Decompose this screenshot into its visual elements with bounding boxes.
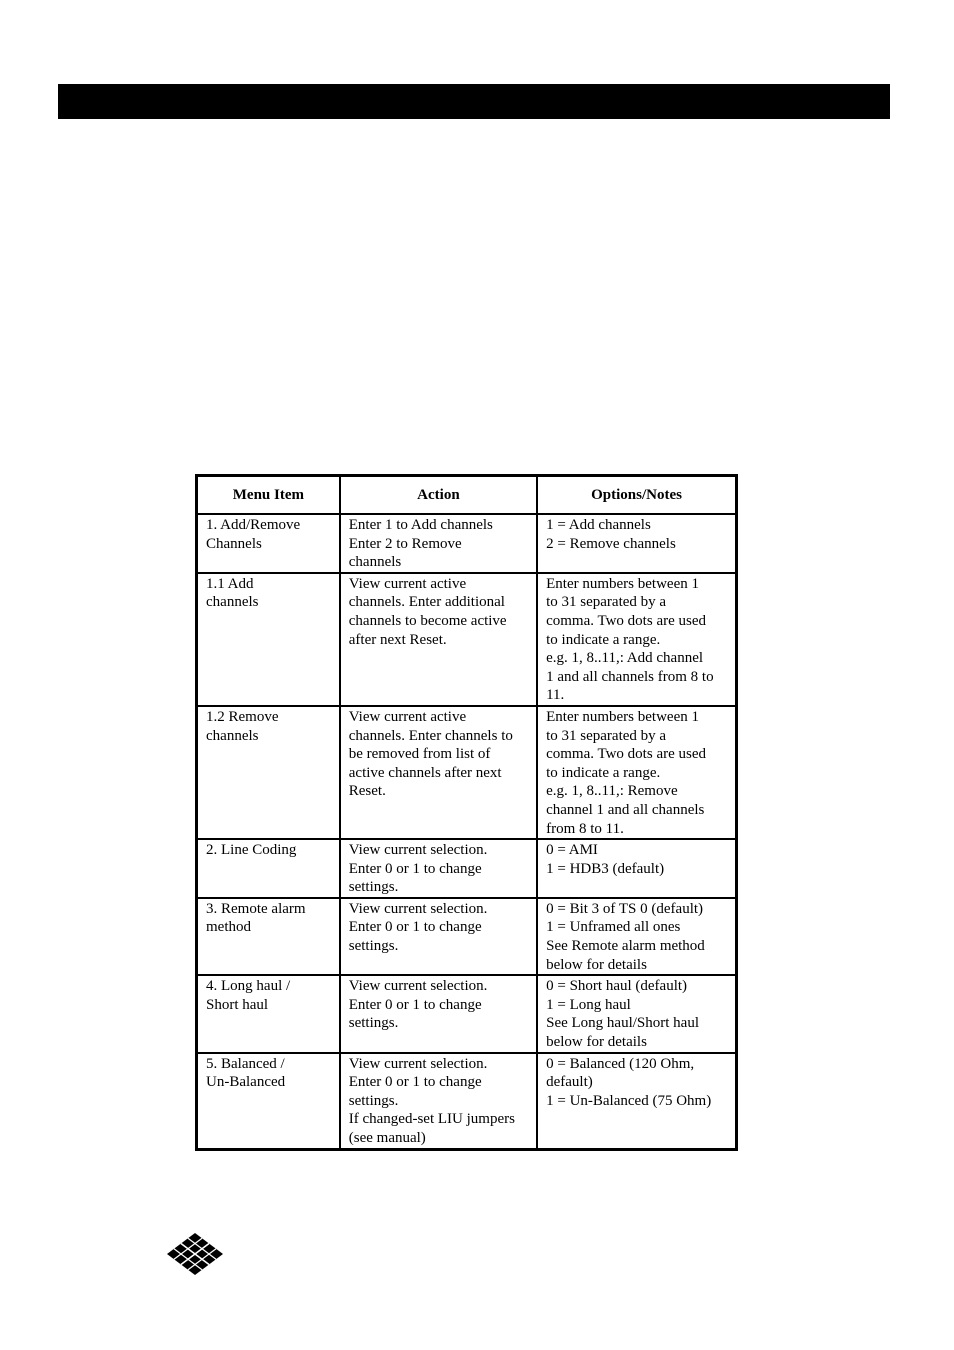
cell-text-line: See Long haul/Short haul xyxy=(546,1015,700,1032)
cell-text-line: Enter 0 or 1 to change xyxy=(348,919,482,936)
menu-item-cell xyxy=(197,975,340,1052)
cell-text-line: Enter 0 or 1 to change xyxy=(348,1074,482,1091)
table-row xyxy=(197,573,737,706)
cell-text-line: settings. xyxy=(348,938,399,955)
cell-text-line: See Remote alarm method xyxy=(546,938,705,955)
cell-text-line: channels. Enter additional xyxy=(348,594,505,611)
cell-text-line: 0 = Bit 3 of TS 0 (default) xyxy=(546,900,704,917)
cell-text-line: Enter 1 to Add channels xyxy=(348,517,493,533)
cell-text-line: comma. Two dots are used xyxy=(546,746,706,763)
action-cell xyxy=(340,1053,537,1149)
action-cell xyxy=(340,514,537,573)
cell-text-line: 5. Balanced / xyxy=(206,1055,285,1072)
cell-text-line: View current selection. xyxy=(348,1055,488,1072)
cell-text-line: below for details xyxy=(546,956,647,973)
action-cell xyxy=(340,839,537,898)
notes-cell xyxy=(537,839,736,898)
cell-text-line: channels xyxy=(206,727,259,744)
cell-text-line: be removed from list of xyxy=(348,746,491,763)
cell-text-line: Enter 0 or 1 to change xyxy=(348,996,482,1013)
cell-text-line: 1 = HDB3 (default) xyxy=(546,860,665,877)
menu-table xyxy=(195,474,738,1151)
cell-text-line: active channels after next xyxy=(348,764,502,781)
cell-text-line: to indicate a range. xyxy=(546,764,661,781)
cell-text-line: channel 1 and all channels xyxy=(546,801,705,818)
notes-cell xyxy=(537,898,736,975)
cell-text-line: after next Reset. xyxy=(348,631,447,648)
action-cell xyxy=(340,898,537,975)
cell-text-line: channels. Enter channels to xyxy=(348,727,513,744)
diamond-logo-icon xyxy=(166,1232,224,1276)
cell-text-line: 0 = AMI xyxy=(546,842,598,859)
cell-text-line: View current selection. xyxy=(348,978,488,995)
header-action: Action xyxy=(340,476,537,515)
cell-text-line: 4. Long haul / xyxy=(206,978,291,995)
cell-text-line: Un-Balanced xyxy=(206,1074,286,1091)
cell-text-line: channels to become active xyxy=(348,612,507,629)
menu-table-container xyxy=(195,474,738,1151)
table-row xyxy=(197,975,737,1052)
notes-cell xyxy=(537,573,736,706)
cell-text-line: e.g. 1, 8..11,: Add channel xyxy=(546,650,704,667)
cell-text-line: below for details xyxy=(546,1034,647,1051)
cell-text-line: 1 = Long haul xyxy=(546,996,631,1013)
cell-text-line: 0 = Balanced (120 Ohm, xyxy=(546,1055,695,1072)
cell-text-line: channels xyxy=(348,554,402,571)
cell-text-line: settings. xyxy=(348,1092,399,1109)
action-cell xyxy=(340,975,537,1052)
cell-text-line: 0 = Short haul (default) xyxy=(546,978,688,995)
header-menu-item: Menu Item xyxy=(197,476,340,515)
cell-text-line: Enter 2 to Remove xyxy=(348,535,462,552)
notes-cell xyxy=(537,1053,736,1149)
cell-text-line: 11. xyxy=(546,687,565,704)
cell-text-line: e.g. 1, 8..11,: Remove xyxy=(546,783,678,800)
cell-text-line: View current selection. xyxy=(348,900,488,917)
menu-item-cell xyxy=(197,706,340,839)
cell-text-line: settings. xyxy=(348,879,399,896)
cell-text-line: 1 = Add channels xyxy=(546,517,651,533)
cell-text-line: 2 = Remove channels xyxy=(546,535,676,552)
table-row xyxy=(197,898,737,975)
cell-text-line: 1 and all channels from 8 to xyxy=(546,668,714,685)
cell-text-line: View current selection. xyxy=(348,842,488,859)
cell-text-line: View current active xyxy=(348,708,467,725)
menu-item-cell xyxy=(197,898,340,975)
cell-text-line: Channels xyxy=(206,535,262,552)
cell-text-line: 1 = Unframed all ones xyxy=(546,919,681,936)
cell-text-line: to 31 separated by a xyxy=(546,727,667,744)
cell-text-line: View current active xyxy=(348,575,467,592)
notes-cell xyxy=(537,514,736,573)
table-row xyxy=(197,706,737,839)
action-cell xyxy=(340,573,537,706)
menu-item-cell xyxy=(197,1053,340,1149)
notes-cell xyxy=(537,706,736,839)
cell-text-line: to 31 separated by a xyxy=(546,594,667,611)
cell-text-line: 3. Remote alarm xyxy=(206,900,306,917)
cell-text-line: 1.2 Remove xyxy=(206,708,279,725)
table-body xyxy=(197,514,737,1149)
cell-text-line: from 8 to 11. xyxy=(546,820,624,837)
cell-text-line: Reset. xyxy=(348,783,386,800)
cell-text-line: method xyxy=(206,919,251,936)
cell-text-line: If changed-set LIU jumpers xyxy=(348,1111,515,1128)
action-cell xyxy=(340,706,537,839)
table-header-row xyxy=(197,476,737,515)
header-options-notes: Options/Notes xyxy=(537,476,736,515)
cell-text-line: default) xyxy=(546,1074,593,1091)
table-row xyxy=(197,839,737,898)
menu-item-cell xyxy=(197,839,340,898)
menu-item-cell xyxy=(197,514,340,573)
cell-text-line: Enter numbers between 1 xyxy=(546,575,699,592)
cell-text-line: 2. Line Coding xyxy=(206,842,297,859)
header-bar xyxy=(58,84,890,119)
cell-text-line: (see manual) xyxy=(348,1130,426,1146)
cell-text-line: 1 = Un-Balanced (75 Ohm) xyxy=(546,1092,712,1109)
cell-text-line: 1.1 Add xyxy=(206,575,254,592)
menu-item-cell xyxy=(197,573,340,706)
cell-text-line: settings. xyxy=(348,1015,399,1032)
cell-text-line: 1. Add/Remove xyxy=(206,517,301,533)
cell-text-line: channels xyxy=(206,594,259,611)
cell-text-line: comma. Two dots are used xyxy=(546,612,706,629)
cell-text-line: to indicate a range. xyxy=(546,631,661,648)
cell-text-line: Enter 0 or 1 to change xyxy=(348,860,482,877)
table-row xyxy=(197,514,737,573)
table-row xyxy=(197,1053,737,1149)
cell-text-line: Short haul xyxy=(206,996,269,1013)
notes-cell xyxy=(537,975,736,1052)
cell-text-line: Enter numbers between 1 xyxy=(546,708,699,725)
